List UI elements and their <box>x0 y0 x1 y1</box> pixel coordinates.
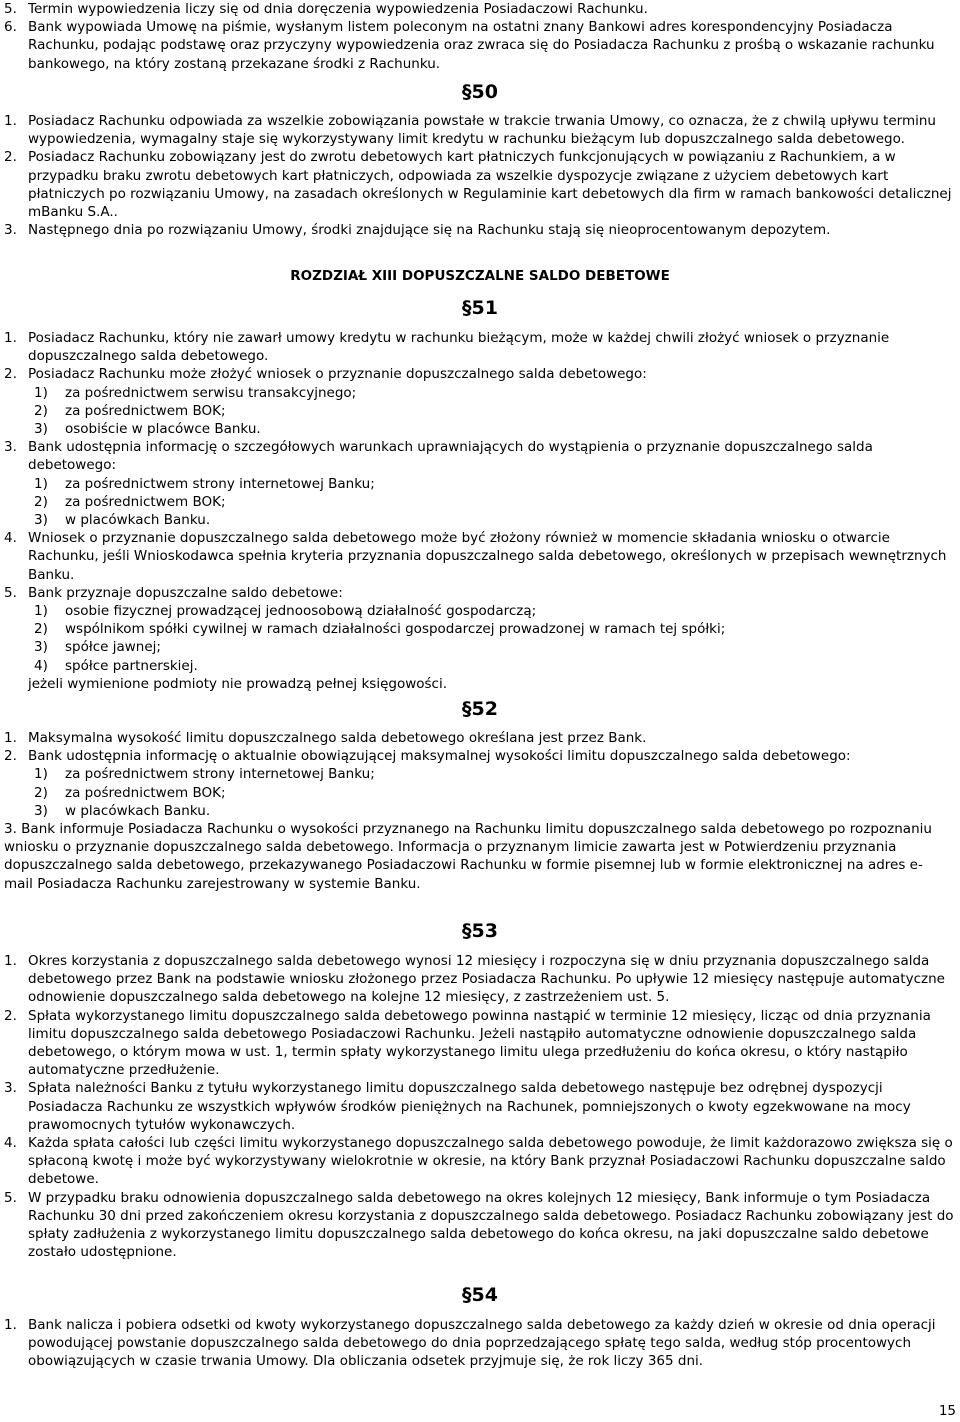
item-number: 3. <box>4 439 17 456</box>
sub-item-text: za pośrednictwem serwisu transakcyjnego; <box>65 384 357 401</box>
sub-item-text: za pośrednictwem BOK; <box>65 493 226 510</box>
sub-item: 1) za pośrednictwem serwisu transakcyjnego; <box>34 384 357 401</box>
sub-item-text: za pośrednictwem strony internetowej Banku; <box>65 475 375 492</box>
item-tail: jeżeli wymienione podmioty nie prowadzą pełnej księgowości. <box>28 675 448 692</box>
item-text: Spłata wykorzystanego limitu dopuszczalnego salda debetowego powinna nastąpić w terminie 12 miesięcy, licząc od dnia przyznania limitu dopuszczalnego salda debetowego Posiadaczowi Rachunku. Jeżeli nastąpiło automatyczne odnowienie dopuszczalnego salda debetowego, o którym mowa w ust. 1, termin spłaty wykorzystanego limitu ulega przedłużeniu do końca okresu, o który nastąpiło automatyczne przedłużenie. <box>28 1007 931 1079</box>
item-text: Posiadacz Rachunku zobowiązany jest do zwrotu debetowych kart płatniczych funkcjonujących w powiązaniu z Rachunkiem, a w przypadku braku zwrotu debetowych kart płatniczych, odpowiada za wszelkie dyspozycje związane z użyciem debetowych kart płatniczych po rozwiązaniu Umowy, na zasadach określonych w Regulaminie kart debetowych dla firm w ramach bankowości detalicznej mBanku S.A.. <box>28 149 952 221</box>
sub-item: 2) za pośrednictwem BOK; <box>34 493 226 510</box>
item-number: 3. <box>4 1080 17 1097</box>
section-title-51: §51 <box>462 297 498 319</box>
item-number: 5. <box>4 1189 17 1206</box>
item-text: Posiadacz Rachunku może złożyć wniosek o przyznanie dopuszczalnego salda debetowego: <box>28 366 647 383</box>
list-item <box>0 1007 955 1080</box>
section-51 <box>0 329 955 693</box>
item-number: 1. <box>4 730 17 746</box>
sub-item-text: za pośrednictwem BOK; <box>65 784 226 801</box>
section-52 <box>0 729 955 893</box>
item-text: Bank nalicza i pobiera odsetki od kwoty wykorzystanego dopuszczalnego salda debetowego za każdy dzień w okresie od dnia operacji powodującej powstanie dopuszczalnego salda debetowego do dnia poprzedzającego spłatę tego salda, według stóp procentowych obowiązujących w czasie trwania Umowy. Dla obliczania odsetek przyjmuje się, że rok liczy 365 dni. <box>28 1317 936 1370</box>
item-number: 4. <box>4 530 17 547</box>
item-text: Okres korzystania z dopuszczalnego salda debetowego wynosi 12 miesięcy i rozpoczyna się w dniu przyznania dopuszczalnego salda debetowego przez Bank na podstawie wniosku złożonego przez Posiadacza Rachunku. Po upływie 12 miesięcy następuje automatyczne odnowienie dopuszczalnego salda debetowego na kolejne 12 miesięcy, z zastrzeżeniem ust. 5. <box>28 953 945 1006</box>
item-number: 2. <box>4 366 17 383</box>
item-text: Spłata należności Banku z tytułu wykorzystanego limitu dopuszczalnego salda debetowego następuje bez odrębnej dyspozycji Posiadacza Rachunku ze wszystkich wpływów środków pieniężnych na Rachunek, pomniejszonych o kwoty egzekwowane na mocy prawomocnych tytułów wykonawczych. <box>28 1080 911 1133</box>
item-number: 2. <box>4 1007 17 1024</box>
item-number: 5. <box>4 584 17 601</box>
list-item <box>0 1079 955 1134</box>
section-title-53: §53 <box>462 920 498 942</box>
section-53 <box>0 952 955 1261</box>
section-54 <box>0 1316 955 1371</box>
list-item <box>0 365 955 383</box>
list-item <box>0 529 955 584</box>
top-list <box>0 0 955 73</box>
list-item <box>0 221 955 239</box>
sub-item: 3) w placówkach Banku. <box>34 512 211 529</box>
sub-item-text: osobiście w placówce Banku. <box>65 421 261 438</box>
sub-item: 1) za pośrednictwem strony internetowej Banku; <box>34 475 375 492</box>
sub-item-text: spółce partnerskiej. <box>65 657 198 674</box>
item-number: 2. <box>4 748 17 765</box>
sub-item-text: za pośrednictwem strony internetowej Banku; <box>65 766 375 783</box>
sub-item-text: spółce jawnej; <box>65 639 161 656</box>
sub-item: 3) spółce jawnej; <box>34 639 161 656</box>
sub-item: 1) za pośrednictwem strony internetowej Banku; <box>34 766 375 783</box>
paragraph: 3. Bank informuje Posiadacza Rachunku o wysokości przyznanego na Rachunku limitu dopuszczalnego salda debetowego po rozpoznaniu wniosku o przyznanie dopuszczalnego salda debetowego. Informacja o przyznanym limicie zawarta jest w Potwierdzeniu przyznania dopuszczalnego salda debetowego, przekazywanego Posiadaczowi Rachunku w formie pisemnej lub w formie elektronicznej na adres e-mail Posiadacza Rachunku zarejestrowany w systemie Banku. <box>4 821 932 892</box>
item-text: Maksymalna wysokość limitu dopuszczalnego salda debetowego określana jest przez Bank. <box>28 730 647 746</box>
item-number: 1. <box>4 113 17 129</box>
item-number: 1. <box>4 330 17 346</box>
sub-item: 3) w placówkach Banku. <box>34 802 211 819</box>
sub-item-text: w placówkach Banku. <box>65 802 211 819</box>
list-item <box>0 329 955 365</box>
item-number: 2. <box>4 149 17 166</box>
list-item <box>0 0 955 18</box>
list-item <box>0 112 955 148</box>
list-item <box>0 148 955 221</box>
item-text: Posiadacz Rachunku, który nie zawarł umowy kredytu w rachunku bieżącym, może w każdej chwili złożyć wniosek o przyznanie dopuszczalnego salda debetowego. <box>28 330 890 365</box>
sub-item-text: osobie fizycznej prowadzącej jednoosobową działalność gospodarczą; <box>65 603 537 620</box>
item-text: Każda spłata całości lub części limitu wykorzystanego dopuszczalnego salda debetowego powoduje, że limit każdorazowo zwiększa się o spłaconą kwotę i może być wykorzystywany wielokrotnie w okresie, na który Bank przyznał Posiadaczowi Rachunku dopuszczalne saldo debetowe. <box>28 1135 953 1188</box>
sub-item: 2) wspólnikom spółki cywilnej w ramach działalności gospodarczej prowadzonej w ramach tej spółki; <box>34 621 726 638</box>
list-item <box>0 584 955 602</box>
sub-item: 1) osobie fizycznej prowadzącej jednoosobową działalność gospodarczą; <box>34 603 537 620</box>
item-number: 4. <box>4 1135 17 1152</box>
section-50 <box>0 112 955 239</box>
sub-item: 4) spółce partnerskiej. <box>34 657 198 674</box>
list-item <box>0 1134 955 1189</box>
item-number: 5. <box>4 1 17 17</box>
item-text: Posiadacz Rachunku odpowiada za wszelkie zobowiązania powstałe w trakcie trwania Umowy, co oznacza, że z chwilą upływu terminu wypowiedzenia, wymagalny staje się wykorzystywany limit kredytu w rachunku bieżącym lub dopuszczalnego salda debetowego. <box>28 113 936 148</box>
page-number: 15 <box>938 1402 956 1419</box>
item-number: 3. <box>4 222 17 239</box>
sub-item-text: wspólnikom spółki cywilnej w ramach działalności gospodarczej prowadzonej w ramach tej spółki; <box>65 621 726 638</box>
item-text: Bank przyznaje dopuszczalne saldo debetowe: <box>28 584 343 601</box>
item-text: Termin wypowiedzenia liczy się od dnia doręczenia wypowiedzenia Posiadaczowi Rachunku. <box>28 1 648 17</box>
list-item <box>0 438 955 474</box>
list-item <box>0 18 955 73</box>
item-number: 6. <box>4 19 17 36</box>
item-text: Bank udostępnia informację o szczegółowych warunkach uprawniających do wystąpienia o przyznanie dopuszczalnego salda debetowego: <box>28 439 873 474</box>
list-item <box>0 1189 955 1262</box>
section-title-52: §52 <box>462 698 498 720</box>
sub-item: 2) za pośrednictwem BOK; <box>34 402 226 419</box>
list-item <box>0 1316 955 1371</box>
item-text: Następnego dnia po rozwiązaniu Umowy, środki znajdujące się na Rachunku stają się nieoprocentowanym depozytem. <box>28 222 831 239</box>
section-title-54: §54 <box>462 1284 498 1306</box>
sub-item-text: w placówkach Banku. <box>65 512 211 529</box>
item-text: Bank wypowiada Umowę na piśmie, wysłanym listem poleconym na ostatni znany Bankowi adres korespondencyjny Posiadacza Rachunku, podając podstawę oraz przyczyny wypowiedzenia oraz zwraca się do Posiadacza Rachunku z prośbą o wskazanie rachunku bankowego, na który zostaną przekazane środki z Rachunku. <box>28 19 935 72</box>
list-item <box>0 747 955 765</box>
item-number: 1. <box>4 953 17 969</box>
item-text: Wniosek o przyznanie dopuszczalnego salda debetowego może być złożony również w momencie składania wniosku o otwarcie Rachunku, jeśli Wnioskodawca spełnia kryteria przyznania dopuszczalnego salda debetowego, określonych w przepisach wewnętrznych Banku. <box>28 530 947 583</box>
sub-item-text: za pośrednictwem BOK; <box>65 402 226 419</box>
sub-item: 2) za pośrednictwem BOK; <box>34 784 226 801</box>
chapter-title: ROZDZIAŁ XIII DOPUSZCZALNE SALDO DEBETOWE <box>290 268 670 284</box>
list-item <box>0 729 955 747</box>
list-item <box>0 952 955 1007</box>
item-text: Bank udostępnia informację o aktualnie obowiązującej maksymalnej wysokości limitu dopuszczalnego salda debetowego: <box>28 748 851 765</box>
section-title-50: §50 <box>462 81 498 103</box>
item-number: 1. <box>4 1317 17 1333</box>
item-text: W przypadku braku odnowienia dopuszczalnego salda debetowego na okres kolejnych 12 miesięcy, Bank informuje o tym Posiadacza Rachunku 30 dni przed zakończeniem okresu korzystania z dopuszczalnego salda debetowego. Posiadacz Rachunku zobowiązany jest do spłaty zadłużenia z wykorzystanego limitu dopuszczalnego salda debetowego do końca okresu, na jaki dopuszczalne saldo debetowe zostało udostępnione. <box>28 1189 954 1261</box>
sub-item: 3) osobiście w placówce Banku. <box>34 421 261 438</box>
